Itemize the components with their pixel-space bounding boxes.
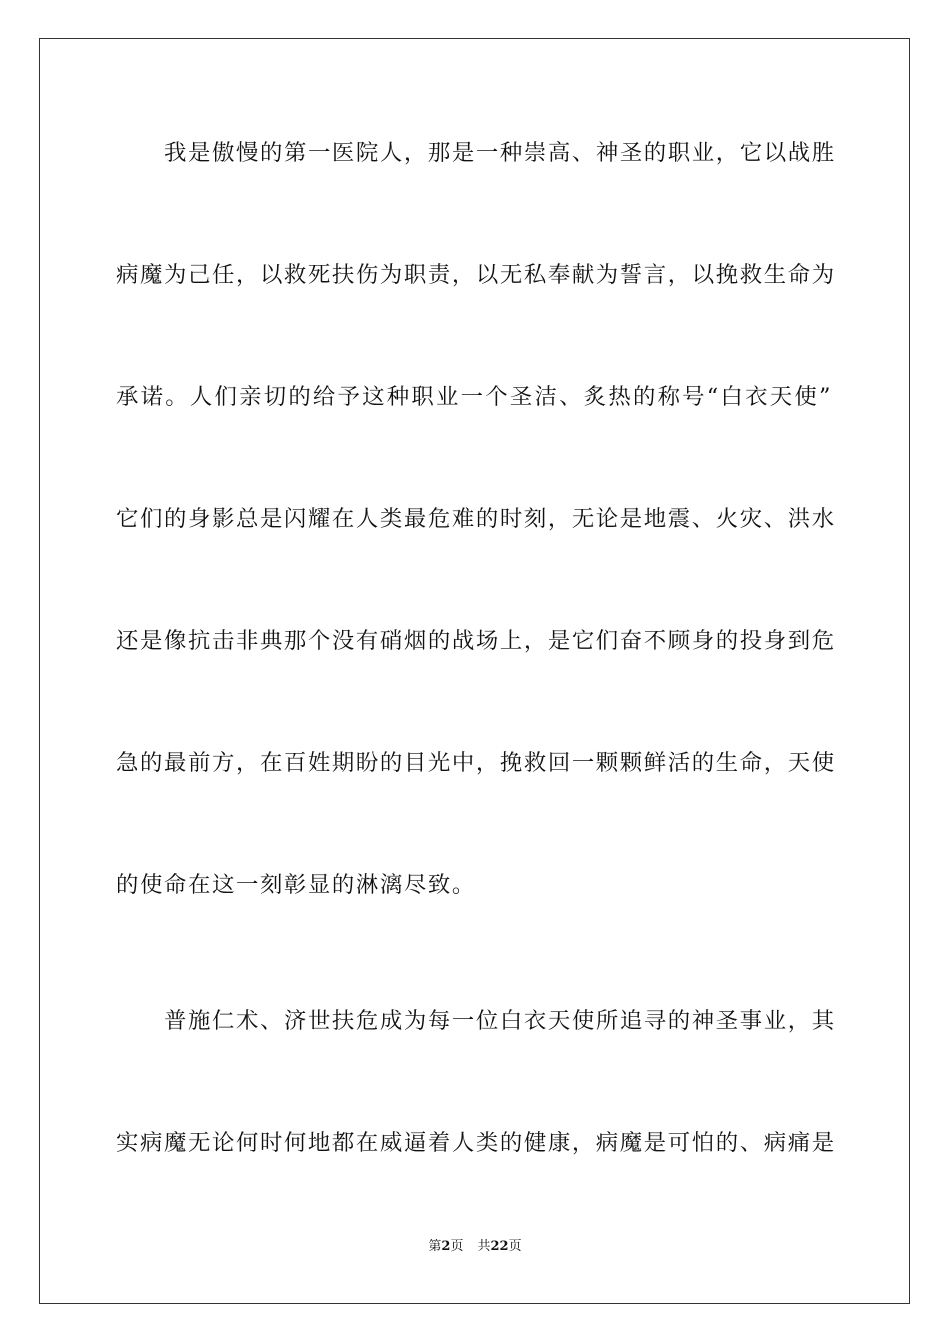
paragraph-1-line-5: 还是像抗击非典那个没有硝烟的战场上，是它们奋不顾身的投身到危 [116, 628, 836, 654]
page-border [39, 38, 910, 1304]
paragraph-2-line-2: 实病魔无论何时何地都在威逼着人类的健康，病魔是可怕的、病痛是 [116, 1130, 836, 1156]
paragraph-1-line-3: 承诺。人们亲切的给予这种职业一个圣洁、炙热的称号“白衣天使” [116, 384, 832, 410]
footer-page-prefix: 第 [428, 1239, 442, 1254]
paragraph-2-line-1: 普施仁术、济世扶危成为每一位白衣天使所追寻的神圣事业，其 [164, 1008, 836, 1034]
paragraph-1-line-2: 病魔为己任，以救死扶伤为职责，以无私奉献为誓言，以挽救生命为 [116, 262, 836, 288]
footer-total-suffix: 页 [508, 1239, 522, 1254]
paragraph-1-line-7: 的使命在这一刻彰显的淋漓尽致。 [116, 872, 476, 898]
page-footer [0, 1238, 950, 1256]
footer-total-pages: 22 [490, 1239, 509, 1254]
paragraph-1-line-4: 它们的身影总是闪耀在人类最危难的时刻，无论是地震、火灾、洪水 [116, 506, 836, 532]
footer-page-number: 2 [441, 1239, 451, 1254]
footer-page-suffix: 页 [450, 1239, 464, 1254]
paragraph-1-line-6: 急的最前方，在百姓期盼的目光中，挽救回一颗颗鲜活的生命，天使 [116, 750, 836, 776]
footer-total-prefix: 共 [477, 1239, 491, 1254]
paragraph-1-line-1: 我是傲慢的第一医院人，那是一种崇高、神圣的职业，它以战胜 [164, 140, 836, 166]
